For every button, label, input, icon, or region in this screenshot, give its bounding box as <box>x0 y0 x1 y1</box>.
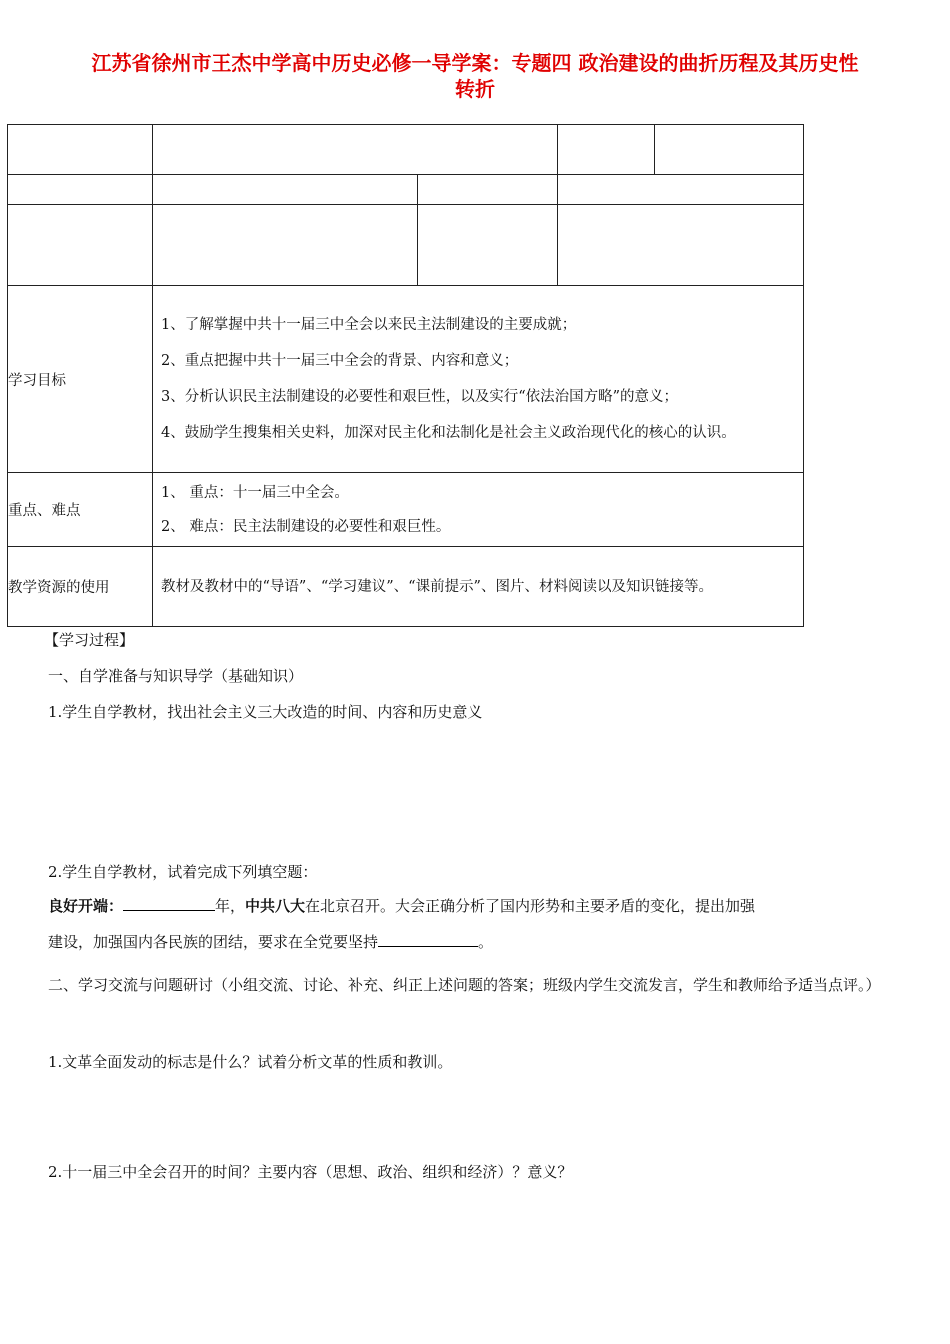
question-2: 2.学生自学教材，试着完成下列填空题： <box>48 863 318 881</box>
question-1: 1.学生自学教材，找出社会主义三大改造的时间、内容和历史意义 <box>48 703 483 721</box>
key-point-item: 1、 重点：十一届三中全会。 <box>161 484 349 501</box>
section-2-heading: 二、学习交流与问题研讨（小组交流、讨论、补充、纠正上述问题的答案；班级内学生交流发言，学生和教师给予适当点评。） <box>48 976 881 994</box>
empty-cell <box>153 175 418 205</box>
key-point-item: 2、 难点：民主法制建设的必要性和艰巨性。 <box>161 518 451 535</box>
document-title <box>30 50 920 102</box>
objectives-row <box>8 286 804 473</box>
empty-cell <box>558 205 804 286</box>
objectives-cell <box>153 286 804 473</box>
empty-cell <box>153 205 418 286</box>
question-4: 2.十一届三中全会召开的时间？主要内容（思想、政治、组织和经济）？意义？ <box>48 1163 573 1181</box>
empty-cell <box>418 175 558 205</box>
header-row-3 <box>8 205 804 286</box>
empty-cell <box>8 205 153 286</box>
fill-text-2: 建设，加强国内各民族的团结，要求在全党要坚持 <box>48 933 379 951</box>
key-points-row <box>8 473 804 547</box>
fill-year-suffix: 年， <box>215 897 246 915</box>
title-line-2: 转折 <box>455 77 495 101</box>
empty-cell <box>558 175 804 205</box>
key-points-cell <box>153 473 804 547</box>
fill-label: 良好开端： <box>48 897 124 915</box>
title-line-1: 江苏省徐州市王杰中学高中历史必修一导学案：专题四 政治建设的曲折历程及其历史性 <box>91 51 859 75</box>
empty-cell <box>655 125 804 175</box>
section-1-heading: 一、自学准备与知识导学（基础知识） <box>48 667 304 685</box>
empty-cell <box>558 125 655 175</box>
resources-label: 教学资源的使用 <box>8 547 153 627</box>
resources-text: 教材及教材中的“导语”、“学习建议”、“课前提示”、图片、材料阅读以及知识链接等。 <box>161 578 713 595</box>
header-row-2 <box>8 175 804 205</box>
objective-item: 3、分析认识民主法制建设的必要性和艰巨性，以及实行“依法治国方略”的意义； <box>161 389 679 405</box>
objectives-label: 学习目标 <box>8 286 153 473</box>
fill-in-paragraph <box>48 888 908 960</box>
info-table <box>7 124 804 627</box>
fill-blank-principle[interactable] <box>378 930 478 947</box>
fill-event: 中共八大 <box>245 897 306 915</box>
empty-cell <box>153 125 558 175</box>
fill-text-1: 在北京召开。大会正确分析了国内形势和主要矛盾的变化，提出加强 <box>305 897 756 915</box>
fill-blank-year[interactable] <box>123 894 215 911</box>
resources-row <box>8 547 804 627</box>
empty-cell <box>8 175 153 205</box>
question-3: 1.文革全面发动的标志是什么？试着分析文革的性质和教训。 <box>48 1053 453 1071</box>
empty-cell <box>418 205 558 286</box>
objective-item: 2、重点把握中共十一届三中全会的背景、内容和意义； <box>161 353 519 369</box>
fill-end: 。 <box>478 933 494 951</box>
empty-cell <box>8 125 153 175</box>
header-row-1 <box>8 125 804 175</box>
process-heading: 【学习过程】 <box>44 631 135 649</box>
key-points-label: 重点、难点 <box>8 473 153 547</box>
resources-cell <box>153 547 804 627</box>
objective-item: 4、鼓励学生搜集相关史料，加深对民主化和法制化是社会主义政治现代化的核心的认识。 <box>161 425 736 441</box>
objective-item: 1、了解掌握中共十一届三中全会以来民主法制建设的主要成就； <box>161 317 577 333</box>
